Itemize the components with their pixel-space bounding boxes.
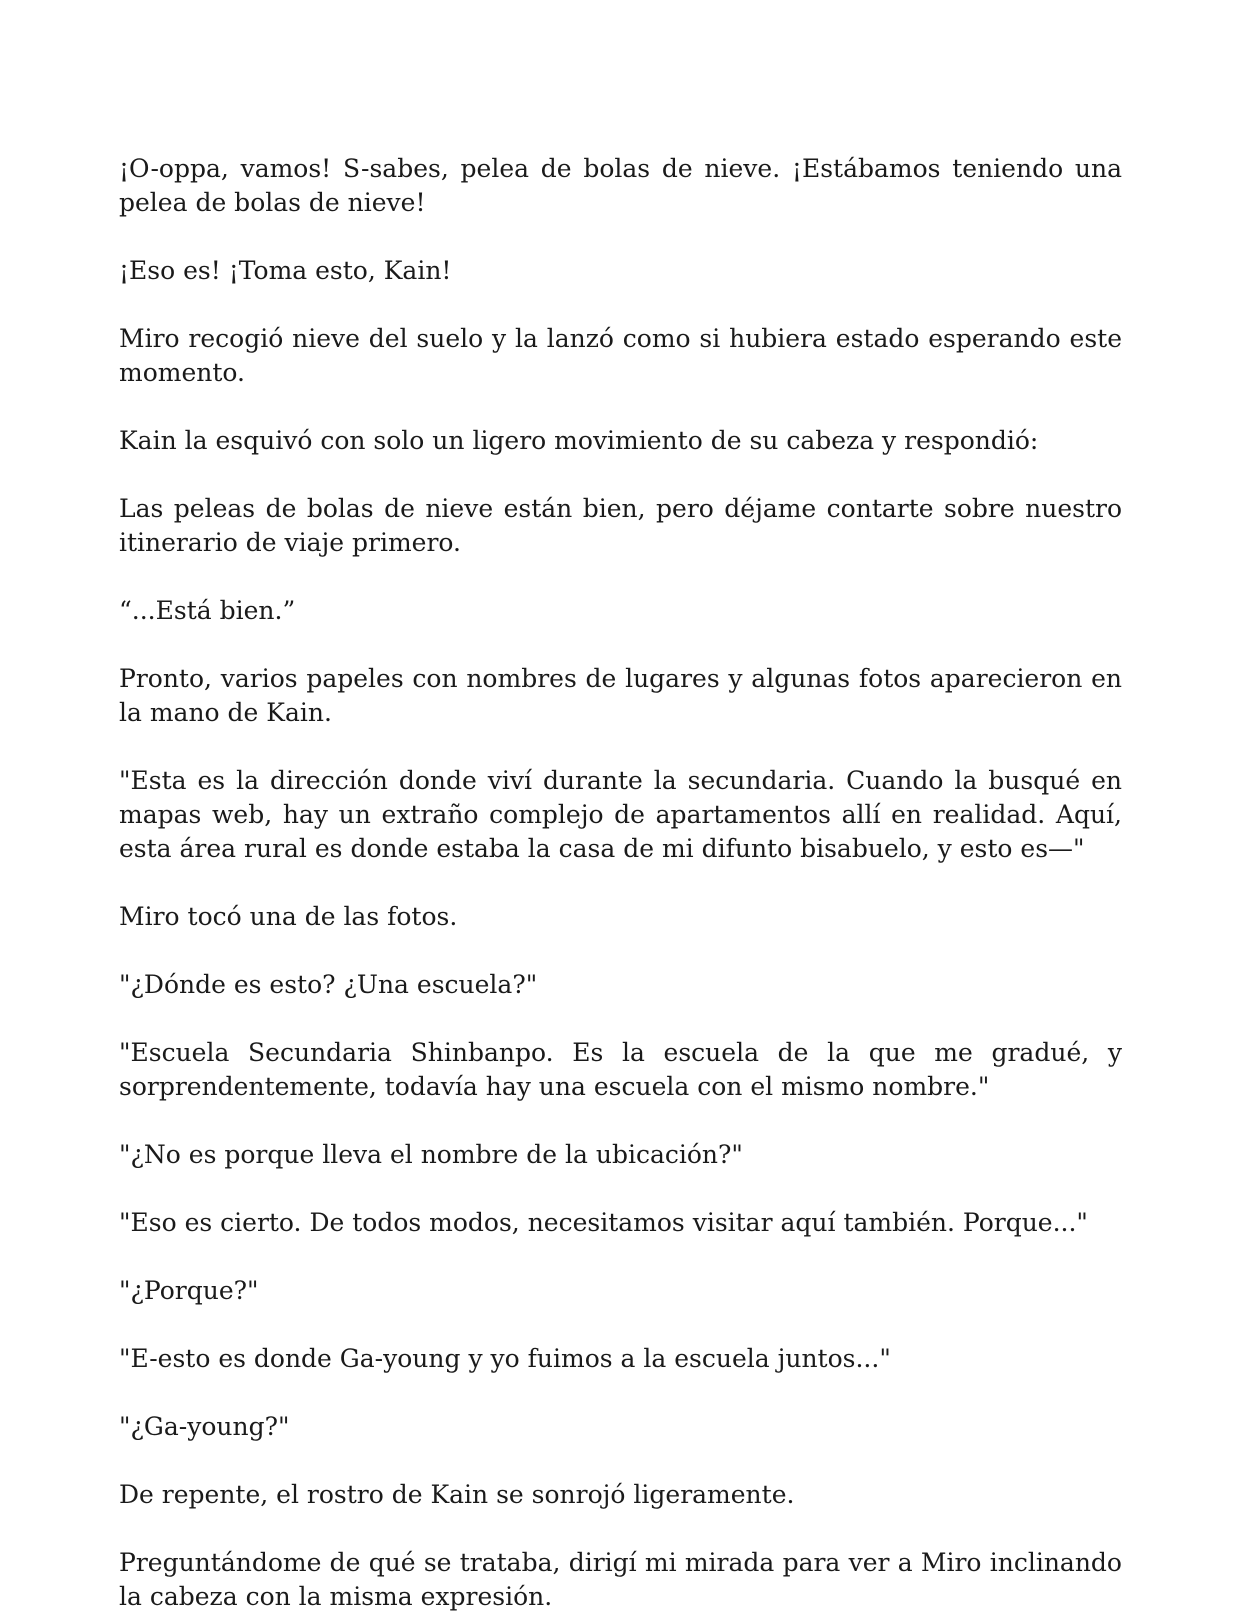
body-text <box>119 152 1122 1617</box>
paragraph: "¿Porque?" <box>119 1276 259 1305</box>
paragraph: Miro recogió nieve del suelo y la lanzó como si hubiera estado esperando este momento. <box>119 324 1122 387</box>
paragraph: "¿Ga-young?" <box>119 1412 290 1441</box>
paragraph: "Escuela Secundaria Shinbanpo. Es la escuela de la que me gradué, y sorprendentemente, todavía hay una escuela con el mismo nombre." <box>119 1038 1122 1101</box>
paragraph: ¡O-oppa, vamos! S-sabes, pelea de bolas de nieve. ¡Estábamos teniendo una pelea de bolas de nieve! <box>119 154 1122 217</box>
paragraph: Preguntándome de qué se trataba, dirigí mi mirada para ver a Miro inclinando la cabeza con la misma expresión. <box>119 1548 1122 1611</box>
paragraph: "Esta es la dirección donde viví durante la secundaria. Cuando la busqué en mapas web, hay un extraño complejo de apartamentos allí en realidad. Aquí, esta área rural es donde estaba la casa de mi difunto bisabuelo, y esto es—" <box>119 766 1122 863</box>
paragraph: Kain la esquivó con solo un ligero movimiento de su cabeza y respondió: <box>119 426 1039 455</box>
paragraph: “...Está bien.” <box>119 596 296 625</box>
paragraph: De repente, el rostro de Kain se sonrojó ligeramente. <box>119 1480 795 1509</box>
paragraph: ¡Eso es! ¡Toma esto, Kain! <box>119 256 452 285</box>
paragraph: Miro tocó una de las fotos. <box>119 902 458 931</box>
paragraph: "¿No es porque lleva el nombre de la ubicación?" <box>119 1140 743 1169</box>
paragraph: "¿Dónde es esto? ¿Una escuela?" <box>119 970 538 999</box>
paragraph: "Eso es cierto. De todos modos, necesitamos visitar aquí también. Porque..." <box>119 1208 1088 1237</box>
paragraph: Las peleas de bolas de nieve están bien, pero déjame contarte sobre nuestro itinerario de viaje primero. <box>119 494 1122 557</box>
paragraph: Pronto, varios papeles con nombres de lugares y algunas fotos aparecieron en la mano de Kain. <box>119 664 1122 727</box>
paragraph: "E-esto es donde Ga-young y yo fuimos a la escuela juntos..." <box>119 1344 891 1373</box>
